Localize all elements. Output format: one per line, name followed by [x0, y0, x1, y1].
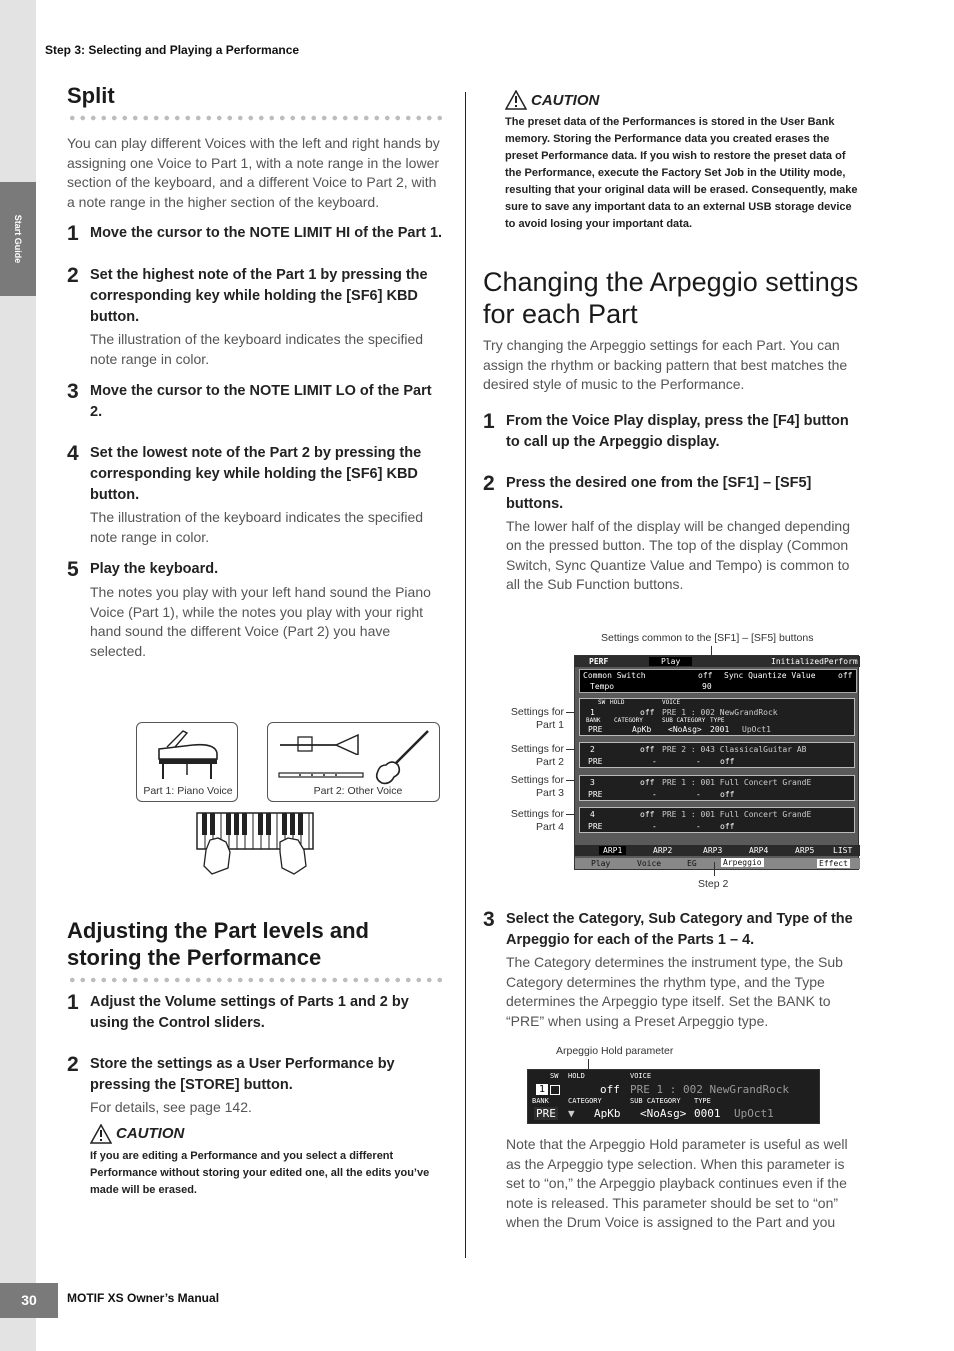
category-head: CATEGORY: [568, 1097, 602, 1105]
display-tab: Play: [649, 657, 692, 666]
bank-head: BANK: [532, 1097, 549, 1105]
bank-head: BANK: [586, 717, 601, 724]
hold-value[interactable]: off: [640, 708, 655, 717]
sf6-button[interactable]: LIST: [833, 846, 853, 855]
category-value[interactable]: -: [652, 757, 657, 766]
adjust-step-2: [67, 1054, 445, 1096]
voice-name: PRE 2 : 043 ClassicalGuitar AB: [662, 745, 807, 754]
sf3-button[interactable]: ARP3: [703, 846, 723, 855]
side-tab: [0, 182, 36, 296]
f6-button[interactable]: Effect: [819, 859, 848, 868]
sw-head: SW: [550, 1072, 559, 1080]
step-number: 2: [483, 471, 495, 495]
part-number: 2: [590, 745, 595, 754]
hold-parameter-display: [527, 1069, 820, 1124]
type-number[interactable]: 0001: [694, 1107, 721, 1120]
hold-value[interactable]: off: [600, 1083, 620, 1096]
split-step-5: [67, 559, 445, 581]
hold-value[interactable]: off: [640, 810, 655, 819]
caution-label: CAUTION: [116, 1125, 185, 1142]
manual-title: MOTIF XS Owner’s Manual: [67, 1291, 220, 1305]
sync-quantize-value[interactable]: off: [838, 671, 853, 680]
common-area: [579, 669, 857, 693]
step-number: 4: [67, 442, 79, 465]
hold-caption: Arpeggio Hold parameter: [556, 1045, 674, 1057]
sub-category-head: SUB CATEGORY: [662, 717, 706, 724]
step-body: The lower half of the display will be changed depending on the pressed button. The top of the display (Common Switch, Sync Quantize Value and Tempo) is common to all the Sub Function buttons.: [506, 517, 851, 592]
step2-caption: Step 2: [698, 878, 729, 890]
arp-step-3-block: [483, 897, 861, 1031]
sw-head: SW: [598, 699, 606, 706]
hold-value[interactable]: off: [640, 778, 655, 787]
adjust-step-1: [67, 992, 445, 1034]
step-number: 3: [483, 908, 495, 931]
sub-category-value[interactable]: -: [696, 790, 701, 799]
grand-piano-icon: [153, 727, 223, 783]
bank-value[interactable]: PRE: [536, 1107, 556, 1120]
tempo-label: Tempo: [590, 682, 615, 691]
hold-head: HOLD: [610, 699, 625, 706]
common-switch-value[interactable]: off: [698, 671, 713, 680]
step-number: 1: [67, 991, 79, 1014]
type-name: off: [720, 822, 735, 831]
step-text: Set the lowest note of the Part 2 by pressing the corresponding key while holding the [SF6] KBD button.: [90, 445, 422, 503]
voice-name: PRE 1 : 002 NewGrandRock: [630, 1083, 789, 1096]
step-text: Store the settings as a User Performance by pressing the [STORE] button.: [90, 1056, 395, 1093]
step-body: The Category determines the instrument type, the Sub Category determines the rhythm type, and the Type determines the Arpeggio type itself. Set the BANK to “PRE” when using a Preset Arpeggio type.: [506, 954, 843, 1029]
arpeggio-display: [574, 655, 859, 870]
part-label-3: Settings for Part 3: [510, 774, 564, 799]
dotted-rule: [67, 976, 445, 984]
part-label-2: Settings for Part 2: [510, 743, 564, 768]
split-step-4: [67, 443, 445, 506]
hold-head: HOLD: [568, 1072, 585, 1080]
trumpet-icon: [278, 733, 362, 755]
step-text: Press the desired one from the [SF1] – [SF5] buttons.: [506, 474, 812, 512]
keyboard-icon: [196, 812, 316, 878]
arpeggio-outro: Note that the Arpeggio Hold parameter is useful as well as the Arpeggio type selection. When this parameter is set to “on,” the Arpeggio playback continues even if the note is released. This parameter should be set to “on” when the Drum Voice is assigned to the Part and you: [506, 1136, 848, 1230]
part-number: 1: [590, 708, 595, 717]
arp-step-3: [483, 909, 861, 951]
page-number: 30: [0, 1283, 58, 1318]
part-block-1: [579, 698, 855, 736]
part-number: 1: [536, 1084, 548, 1095]
bank-value[interactable]: PRE: [588, 790, 603, 799]
adjust-section: [67, 917, 445, 1199]
category-value[interactable]: ApKb: [632, 725, 652, 734]
left-column: [67, 82, 445, 661]
bank-value[interactable]: PRE: [588, 757, 603, 766]
hold-value[interactable]: off: [640, 745, 655, 754]
checkbox-icon[interactable]: [550, 1085, 560, 1095]
split-step-1: [67, 223, 445, 245]
step-number: 1: [483, 409, 495, 433]
category-head: CATEGORY: [614, 717, 643, 724]
adjust-title: Adjusting the Part levels and storing the Performance: [67, 918, 369, 970]
type-number[interactable]: 2001: [710, 725, 730, 734]
voice-name: PRE 1 : 001 Full Concert GrandE: [662, 778, 812, 787]
f2-button[interactable]: Voice: [637, 859, 662, 868]
callout-line: [714, 862, 715, 876]
sf2-button[interactable]: ARP2: [653, 846, 673, 855]
voice-name: PRE 1 : 002 NewGrandRock: [662, 708, 778, 717]
adjust-caution: [90, 1124, 445, 1199]
bank-value[interactable]: PRE: [588, 822, 603, 831]
column-divider: [465, 92, 466, 1258]
step-body: For details, see page 142.: [90, 1099, 252, 1115]
sf1-button[interactable]: ARP1: [599, 846, 626, 855]
sf-button-row: [575, 845, 860, 856]
type-name: UpOct1: [742, 725, 771, 734]
step-text: Select the Category, Sub Category and Type of the Arpeggio for each of the Parts 1 – 4.: [506, 911, 853, 948]
step-number: 2: [67, 264, 79, 287]
warning-icon: [90, 1124, 112, 1144]
step-number: 1: [67, 222, 79, 245]
step-body: The illustration of the keyboard indicates the specified note range in color.: [90, 509, 424, 545]
screen-top-caption: Settings common to the [SF1] – [SF5] buttons: [601, 632, 814, 644]
sub-category-value[interactable]: -: [696, 822, 701, 831]
step-text: Adjust the Volume settings of Parts 1 and 2 by using the Control sliders.: [90, 994, 409, 1031]
arp-step-2: [483, 473, 861, 515]
f-button-row: [575, 858, 860, 869]
f1-button[interactable]: Play: [591, 859, 611, 868]
type-head: TYPE: [694, 1097, 711, 1105]
f3-button[interactable]: EG: [687, 859, 697, 868]
voice-name: PRE 1 : 001 Full Concert GrandE: [662, 810, 812, 819]
flute-icon: [278, 771, 364, 779]
tempo-value[interactable]: 90: [702, 682, 712, 691]
part-block-2: [579, 742, 855, 768]
caution-heading: [505, 90, 861, 110]
arpeggio-title: Changing the Arpeggio settings for each Part: [483, 267, 859, 329]
dropdown-arrow-icon[interactable]: ▼: [568, 1107, 575, 1120]
step-number: 5: [67, 558, 79, 581]
split-title: Split: [67, 83, 115, 108]
step-text: Set the highest note of the Part 1 by pressing the corresponding key while holding the [SF6] KBD button.: [90, 267, 428, 325]
voice-head: VOICE: [662, 699, 681, 706]
type-head: TYPE: [710, 717, 725, 724]
other-voice-box: [267, 722, 440, 802]
part-block-3: [579, 775, 855, 801]
caution-text: The preset data of the Performances is stored in the User Bank memory. Storing the Performance data you created erases the preset Performance data. If you wish to restore the preset data of the Performance, execute the Factory Set Job in the Utility mode, resulting that your original data will be erased. Consequently, make sure to save any important data to an external USB storage device to avoid losing your important data.: [505, 116, 858, 230]
display-title-bar: [575, 656, 860, 667]
part-label-1: Settings for Part 1: [510, 706, 564, 731]
step-body: The notes you play with your left hand sound the Piano Voice (Part 1), while the notes you play with your right hand sound the different Voice (Part 2) you have selected.: [90, 584, 431, 659]
step-number: 3: [67, 380, 79, 403]
type-name: off: [720, 790, 735, 799]
type-name: off: [720, 757, 735, 766]
split-intro: You can play different Voices with the left and right hands by assigning one Voice to Part 1, with a note range in the lower section of the keyboard, and a different Voice to Part 2, with a note range in the higher section of the keyboard.: [67, 135, 440, 210]
guitar-icon: [372, 727, 432, 787]
display-perf-name: InitializedPerform: [771, 657, 858, 666]
piano-voice-box: [136, 722, 238, 802]
display-mode: PERF: [589, 657, 609, 666]
step-text: Move the cursor to the NOTE LIMIT LO of the Part 2.: [90, 383, 432, 420]
part-label-4: Settings for Part 4: [510, 808, 564, 833]
caution-label: CAUTION: [531, 91, 600, 109]
sub-category-value[interactable]: <NoAsg>: [668, 725, 702, 734]
side-tab-label: Start Guide: [13, 214, 23, 264]
type-name: UpOct1: [734, 1107, 774, 1120]
warning-icon: [505, 90, 527, 110]
split-step-2: [67, 265, 445, 328]
sf5-button[interactable]: ARP5: [795, 846, 815, 855]
common-switch-label: Common Switch: [583, 671, 646, 680]
sub-category-value[interactable]: -: [696, 757, 701, 766]
f4-button[interactable]: Arpeggio: [723, 858, 762, 867]
running-header: Step 3: Selecting and Playing a Performance: [45, 43, 300, 57]
split-illustration: [136, 720, 440, 880]
part-block-4: [579, 807, 855, 833]
sf4-button[interactable]: ARP4: [749, 846, 769, 855]
part2-caption: Part 2: Other Voice: [313, 785, 403, 797]
step-text: Move the cursor to the NOTE LIMIT HI of the Part 1.: [90, 225, 443, 241]
part-number: 4: [590, 810, 595, 819]
split-step-3: [67, 381, 445, 423]
category-value[interactable]: -: [652, 790, 657, 799]
right-column: [483, 90, 861, 595]
caution-text: If you are editing a Performance and you select a different Performance without storing your edited one, all the edits you’ve made will be erased.: [90, 1149, 430, 1196]
voice-head: VOICE: [630, 1072, 652, 1080]
arpeggio-intro: Try changing the Arpeggio settings for each Part. You can assign the rhythm or backing pattern that best matches the desired style of music to the Performance.: [483, 337, 848, 392]
sub-category-value[interactable]: <NoAsg>: [640, 1107, 687, 1120]
dotted-rule: [67, 114, 445, 122]
step-number: 2: [67, 1053, 79, 1076]
step-body: The illustration of the keyboard indicates the specified note range in color.: [90, 331, 424, 367]
bank-value[interactable]: PRE: [588, 725, 603, 734]
step-text: Play the keyboard.: [90, 561, 219, 577]
sync-quantize-label: Sync Quantize Value: [724, 671, 816, 680]
part-number: 3: [590, 778, 595, 787]
category-value[interactable]: ApKb: [594, 1107, 621, 1120]
part1-caption: Part 1: Piano Voice: [143, 785, 233, 797]
sub-category-head: SUB CATEGORY: [630, 1097, 681, 1105]
step-text: From the Voice Play display, press the [F4] button to call up the Arpeggio display.: [506, 412, 849, 450]
right-caution: [505, 90, 861, 233]
caution-heading: [90, 1124, 445, 1144]
category-value[interactable]: -: [652, 822, 657, 831]
arp-step-1: [483, 411, 861, 453]
